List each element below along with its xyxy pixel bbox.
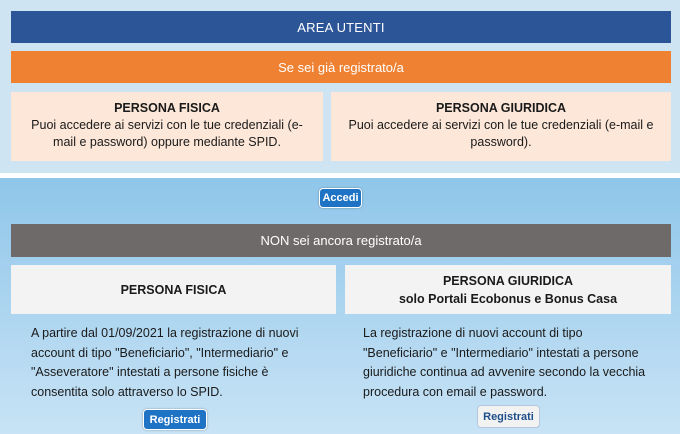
not-registered-banner <box>11 224 671 257</box>
description-line: "Asseveratore" intestati a persone fisiche è <box>31 365 269 379</box>
card-title: PERSONA FISICA <box>120 282 227 297</box>
card-title: PERSONA GIURIDICA <box>435 101 567 115</box>
persona-giuridica-description <box>363 324 663 402</box>
card-text-line: Puoi accedere ai servizi con le tue credenziali (e- <box>31 118 303 132</box>
area-utenti-header <box>11 11 671 43</box>
description-line: giuridiche continua ad avvenire secondo la vecchia <box>363 365 646 379</box>
card-title: PERSONA GIURIDICA <box>442 273 574 288</box>
registered-banner <box>11 51 671 83</box>
card-text-line: Puoi accedere ai servizi con le tue credenziali (e-mail e <box>348 118 654 132</box>
description-line: account di tipo "Beneficiario", "Intermediario" e <box>31 345 289 360</box>
card-text-line: password). <box>470 135 532 149</box>
accedi-button[interactable]: Accedi <box>319 188 362 208</box>
new-persona-giuridica-card <box>345 265 671 314</box>
registered-banner-label: Se sei già registrato/a <box>278 59 404 75</box>
description-line: consentita solo attraverso lo SPID. <box>31 384 223 399</box>
registrati-persona-fisica-button[interactable]: Registrati <box>143 409 207 430</box>
card-text-line: mail e password) oppure mediante SPID. <box>53 135 281 149</box>
description-line: "Beneficiario" e "Intermediario" intestati a persone <box>363 345 639 360</box>
card-subtitle: solo Portali Ecobonus e Bonus Casa <box>398 291 618 306</box>
not-registered-banner-label: NON sei ancora registrato/a <box>260 233 422 248</box>
registered-persona-fisica-card <box>11 92 323 161</box>
header-title: AREA UTENTI <box>297 19 385 35</box>
new-persona-fisica-card <box>11 265 336 314</box>
registrati-persona-giuridica-button[interactable]: Registrati <box>477 405 540 428</box>
registered-persona-giuridica-card <box>331 92 671 161</box>
card-title: PERSONA FISICA <box>114 101 220 115</box>
description-line: A partire dal 01/09/2021 la registrazione di nuovi <box>31 326 299 340</box>
description-line: La registrazione di nuovi account di tipo <box>363 326 583 340</box>
persona-fisica-description <box>31 324 331 402</box>
description-line: procedura con email e password. <box>363 384 548 399</box>
